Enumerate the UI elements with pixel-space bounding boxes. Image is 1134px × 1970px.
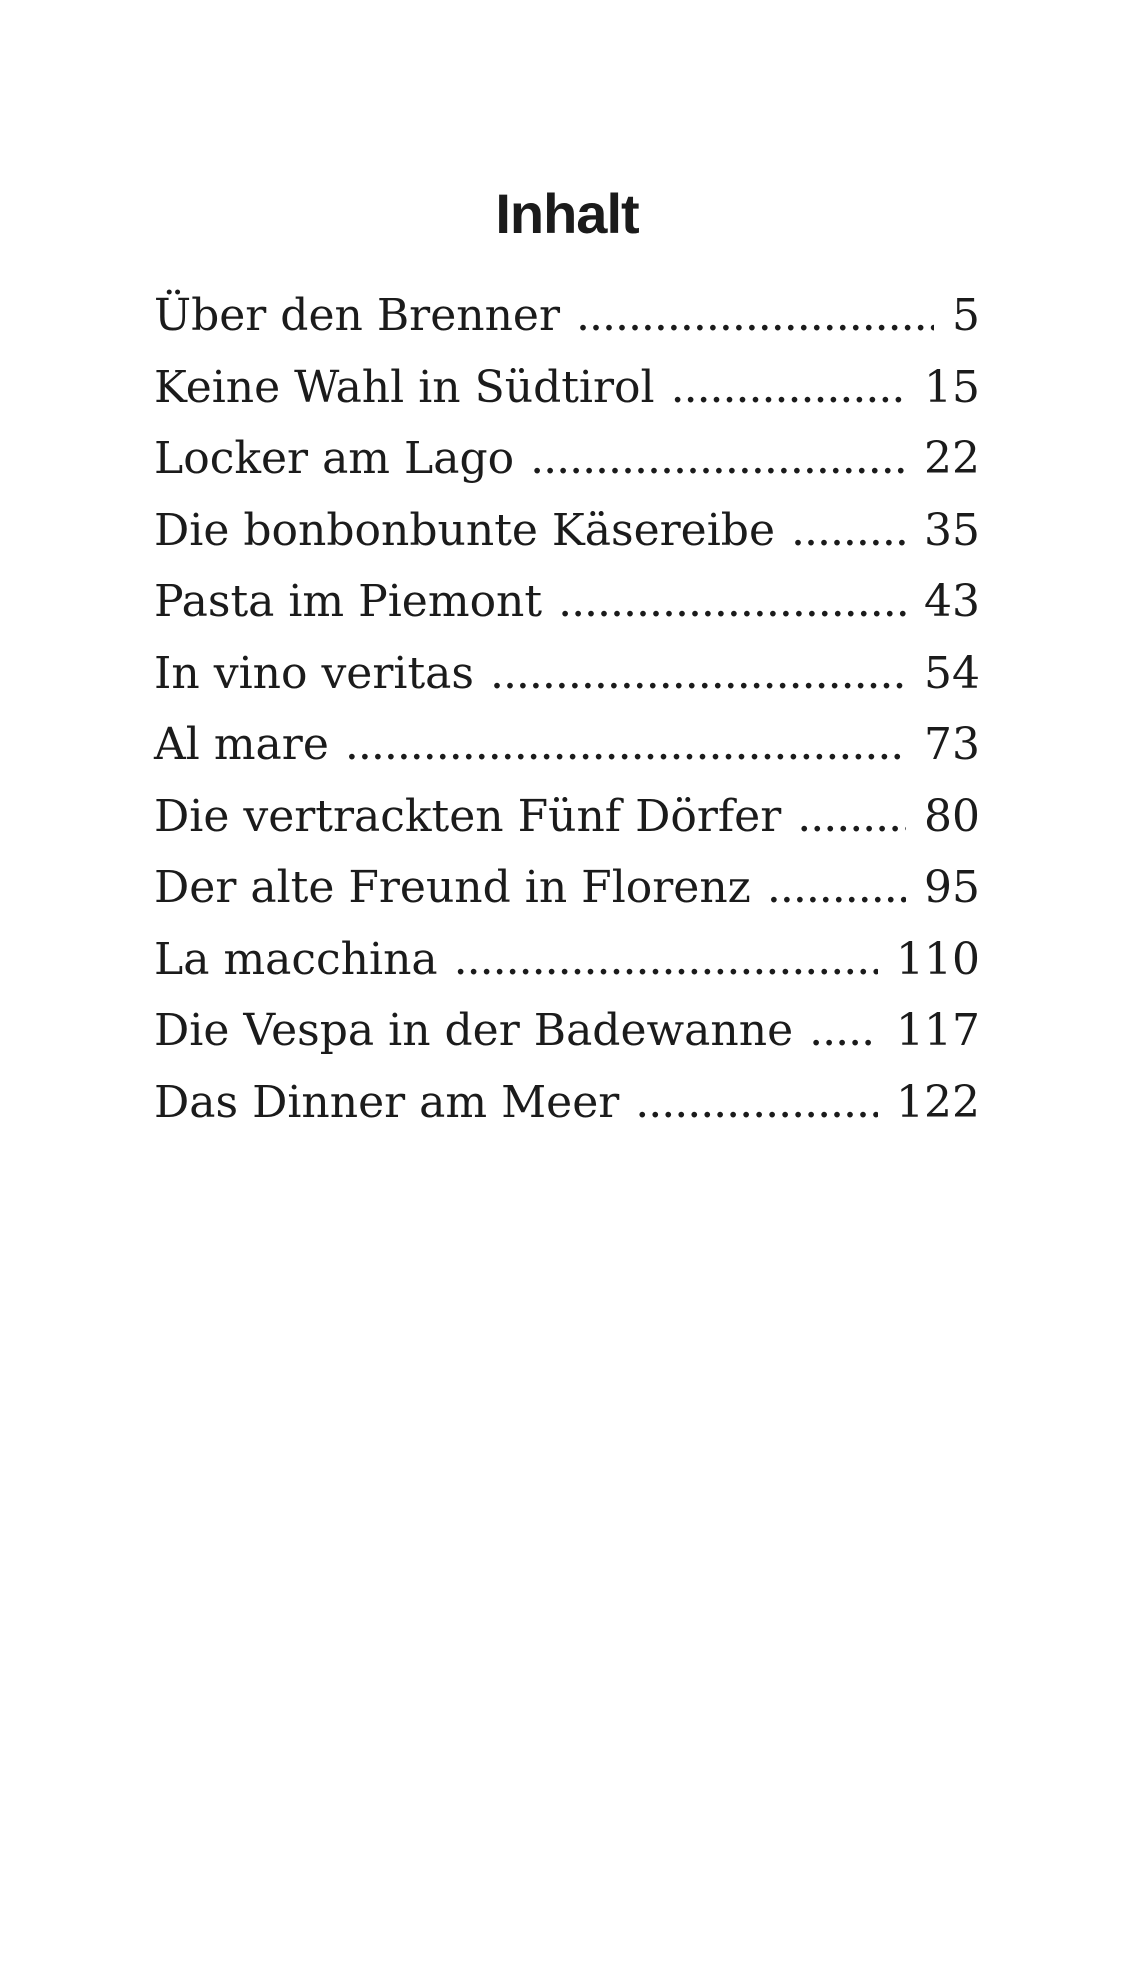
chapter-title: Pasta im Piemont (154, 576, 543, 627)
page-number: 95 (924, 862, 980, 913)
chapter-title: La macchina (154, 933, 438, 985)
table-of-contents (154, 280, 980, 1138)
dot-leader (454, 924, 878, 996)
dot-leader (791, 495, 906, 567)
toc-entry (154, 495, 980, 567)
chapter-title: Locker am Lago (154, 433, 515, 484)
dot-leader (490, 638, 906, 710)
chapter-title: Das Dinner am Meer (154, 1076, 620, 1128)
toc-entry (154, 638, 980, 710)
book-page (0, 182, 1134, 1970)
toc-entry (154, 280, 980, 352)
toc-entry (154, 1067, 980, 1139)
toc-entry (154, 924, 980, 996)
toc-entry (154, 566, 980, 638)
dot-leader (530, 423, 906, 495)
chapter-title: Keine Wahl in Südtirol (154, 361, 655, 413)
page-number: 5 (952, 290, 980, 341)
dot-leader (767, 852, 906, 924)
page-title: Inhalt (495, 182, 639, 245)
dot-leader (809, 995, 878, 1067)
toc-entry (154, 781, 980, 853)
page-number: 54 (924, 647, 980, 699)
toc-entry (154, 852, 980, 924)
chapter-title: Al mare (154, 719, 329, 770)
dot-leader (345, 709, 906, 781)
toc-entry (154, 352, 980, 424)
page-number: 110 (896, 933, 980, 985)
toc-entry (154, 423, 980, 495)
dot-leader (797, 781, 906, 853)
page-number: 73 (924, 719, 980, 770)
chapter-title: Die vertrackten Fünf Dörfer (154, 790, 782, 842)
dot-leader (635, 1067, 878, 1139)
dot-leader (558, 566, 906, 638)
chapter-title: Die bonbonbunte Käsereibe (154, 504, 775, 556)
chapter-title: In vino veritas (154, 647, 474, 699)
dot-leader (576, 280, 934, 352)
chapter-title: Die Vespa in der Badewanne (154, 1005, 794, 1056)
chapter-title: Der alte Freund in Florenz (154, 862, 751, 913)
chapter-title: Über den Brenner (154, 290, 560, 341)
toc-entry (154, 995, 980, 1067)
page-number: 80 (924, 790, 980, 842)
page-number: 22 (924, 433, 980, 484)
page-number: 43 (924, 576, 980, 627)
page-number: 122 (896, 1076, 980, 1128)
page-number: 35 (924, 504, 980, 556)
dot-leader (671, 352, 906, 424)
toc-entry (154, 709, 980, 781)
page-number: 117 (896, 1005, 980, 1056)
page-number: 15 (924, 361, 980, 413)
